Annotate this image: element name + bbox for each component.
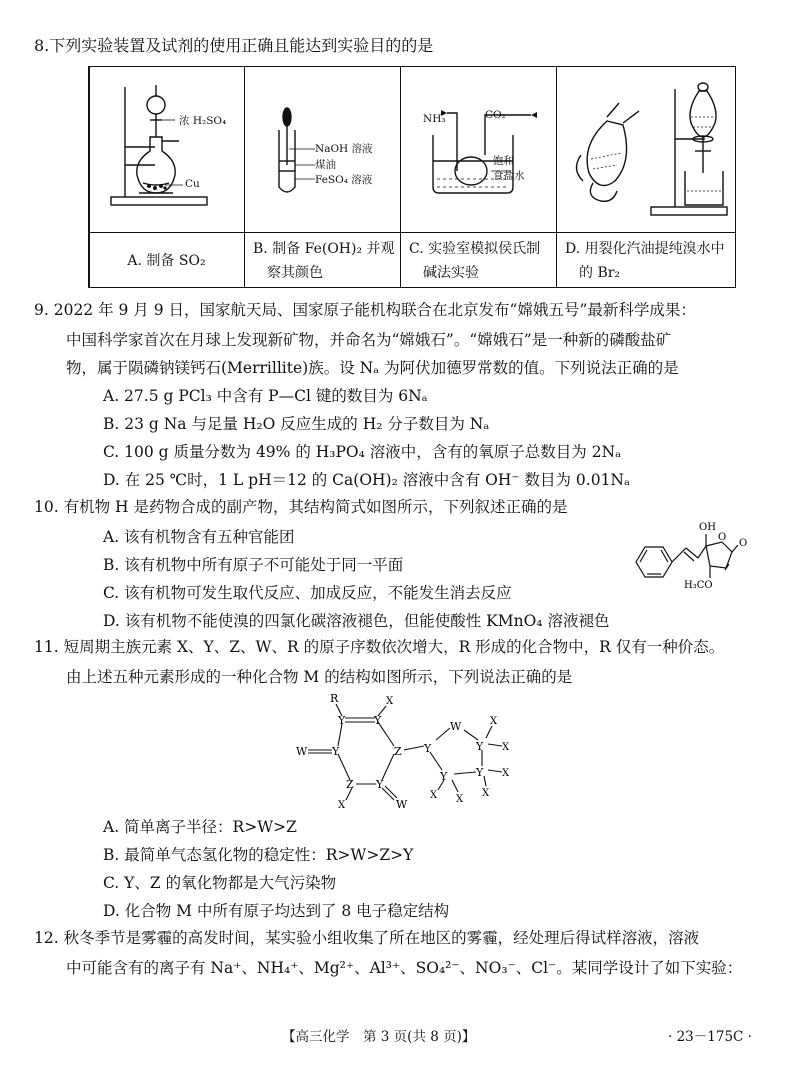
q11-atom-r: R: [330, 692, 339, 705]
q11-option-d: D. 化合物 M 中所有原子均达到了 8 电子稳定结构: [103, 902, 450, 920]
fig-c-label-nh3: NH₃: [423, 113, 446, 125]
q11-atom-w1: W: [296, 745, 308, 758]
q9-line3: 物，属于陨磷钠镁钙石(Merrillite)族。设 Nₐ 为阿伏加德罗常数的值。下列说法正确的是: [66, 359, 679, 377]
q11-line2: 由上述五种元素形成的一种化合物 M 的结构如图所示，下列说法正确的是: [66, 668, 573, 686]
q9-option-b: B. 23 g Na 与足量 H₂O 反应生成的 H₂ 分子数目为 Nₐ: [103, 415, 490, 433]
q11-atom-y6: Y: [476, 740, 484, 753]
q10-struct-ring-o: O: [718, 532, 727, 543]
q8-option-b-line1: B. 制备 Fe(OH)₂ 并观: [253, 241, 395, 257]
q9-line2: 中国科学家首次在月球上发现新矿物，并命名为“嫦娥石”。“嫦娥石”是一种新的磷酸盐矿: [66, 331, 672, 349]
q11-atom-y5: Y: [424, 742, 432, 755]
q11-atom-y7: Y: [476, 766, 484, 779]
q11-atom-y2: Y: [374, 714, 382, 727]
fig-b-label-feso4: FeSO₄ 溶液: [315, 174, 373, 186]
q11-atom-y8: Y: [440, 770, 448, 783]
q11-atom-x3: X: [490, 716, 498, 727]
fig-c-label-co2: CO₂: [485, 109, 506, 121]
q11-atom-x8: X: [456, 794, 464, 805]
q9-option-c: C. 100 g 质量分数为 49% 的 H₃PO₄ 溶液中，含有的氧原子总数目为 2Nₐ: [103, 443, 622, 461]
fig-d-apparatus: [567, 73, 732, 229]
q9-option-a: A. 27.5 g PCl₃ 中含有 P—Cl 键的数目为 6Nₐ: [103, 387, 428, 405]
q8-option-c-line2: 碱法实验: [423, 265, 479, 281]
q11-atom-x7: X: [430, 790, 438, 801]
q10-option-a: A. 该有机物含有五种官能团: [103, 528, 295, 546]
q10-structure-diagram: [628, 518, 758, 606]
fig-b-apparatus: [257, 75, 317, 225]
fig-c-apparatus: [411, 75, 551, 225]
fig-a-label-acid: 浓 H₂SO₄: [179, 115, 227, 127]
q9-option-d: D. 在 25 ℃时，1 L pH＝12 的 Ca(OH)₂ 溶液中含有 OH⁻ 数目为 0.01Nₐ: [103, 471, 630, 489]
q10-struct-carbonyl-o: O: [739, 538, 748, 549]
q11-atom-x1: X: [386, 696, 394, 707]
q11-atom-x6: X: [482, 788, 490, 799]
q11-atom-y3: Y: [332, 745, 340, 758]
q8-option-c-line1: C. 实验室模拟侯氏制: [409, 241, 541, 257]
q11-option-a: A. 简单离子半径：R>W>Z: [103, 818, 297, 836]
fig-a-label-cu: Cu: [185, 178, 200, 190]
q10-line1: 10. 有机物 H 是药物合成的副产物，其结构简式如图所示，下列叙述正确的是: [34, 498, 568, 516]
q10-struct-oh: OH: [699, 522, 716, 533]
q8-option-b: [253, 237, 399, 285]
q11-atom-y4: Y: [376, 778, 384, 791]
q9-line1: 9. 2022 年 9 月 9 日，国家航天局、国家原子能机构联合在北京发布“嫦娥五号”最新科学成果：: [34, 301, 696, 319]
q8-option-b-line2: 察其颜色: [267, 265, 323, 281]
q12-line1: 12. 秋冬季节是雾霾的高发时间，某实验小组收集了所在地区的雾霾，经处理后得试样溶液，溶液: [34, 929, 700, 947]
q10-struct-h3co: H₃CO: [684, 580, 713, 591]
q8-stem: 8.下列实验装置及试剂的使用正确且能达到实验目的的是: [34, 36, 434, 55]
footer-page-info: 【高三化学 第 3 页(共 8 页)】: [282, 1029, 476, 1045]
q11-atom-z1: Z: [394, 745, 402, 758]
footer-code: · 23－175C ·: [668, 1029, 752, 1045]
q8-option-a: A. 制备 SO₂: [127, 253, 206, 269]
q11-atom-w2: W: [396, 798, 408, 810]
q11-atom-y1: Y: [338, 714, 346, 727]
fig-b-label-naoh: NaOH 溶液: [315, 143, 373, 155]
q11-atom-z2: Z: [346, 778, 354, 791]
q11-atom-x5: X: [502, 768, 510, 779]
q12-line2: 中可能含有的离子有 Na⁺、NH₄⁺、Mg²⁺、Al³⁺、SO₄²⁻、NO₃⁻、Cl⁻。某同学设计了如下实验：: [66, 959, 743, 977]
q11-structure-diagram: [290, 690, 520, 810]
q10-option-c: C. 该有机物可发生取代反应、加成反应，不能发生消去反应: [103, 584, 512, 602]
fig-c-label-saturated: 饱和: [493, 155, 514, 167]
fig-a-apparatus: [99, 75, 239, 225]
fig-b-label-kerosene: 煤油: [315, 159, 336, 171]
q10-option-d: D. 该有机物不能使溴的四氯化碳溶液褪色，但能使酸性 KMnO₄ 溶液褪色: [103, 612, 610, 630]
q8-table: [88, 66, 736, 288]
q8-option-d: [565, 237, 735, 285]
q11-atom-w3: W: [450, 720, 462, 733]
q8-option-d-line1: D. 用裂化汽油提纯溴水中: [565, 241, 725, 257]
fig-c-label-brine: 食盐水: [493, 170, 525, 182]
q11-option-b: B. 最简单气态氢化物的稳定性：R>W>Z>Y: [103, 846, 414, 864]
q10-option-b: B. 该有机物中所有原子不可能处于同一平面: [103, 556, 404, 574]
q11-option-c: C. Y、Z 的氧化物都是大气污染物: [103, 874, 337, 892]
q8-option-d-line2: 的 Br₂: [579, 265, 621, 281]
q11-atom-x2: X: [338, 800, 346, 810]
q8-option-c: [409, 237, 555, 285]
q11-atom-x4: X: [502, 742, 510, 753]
q11-line1: 11. 短周期主族元素 X、Y、Z、W、R 的原子序数依次增大，R 形成的化合物中，R 仅有一种价态。: [34, 638, 725, 656]
